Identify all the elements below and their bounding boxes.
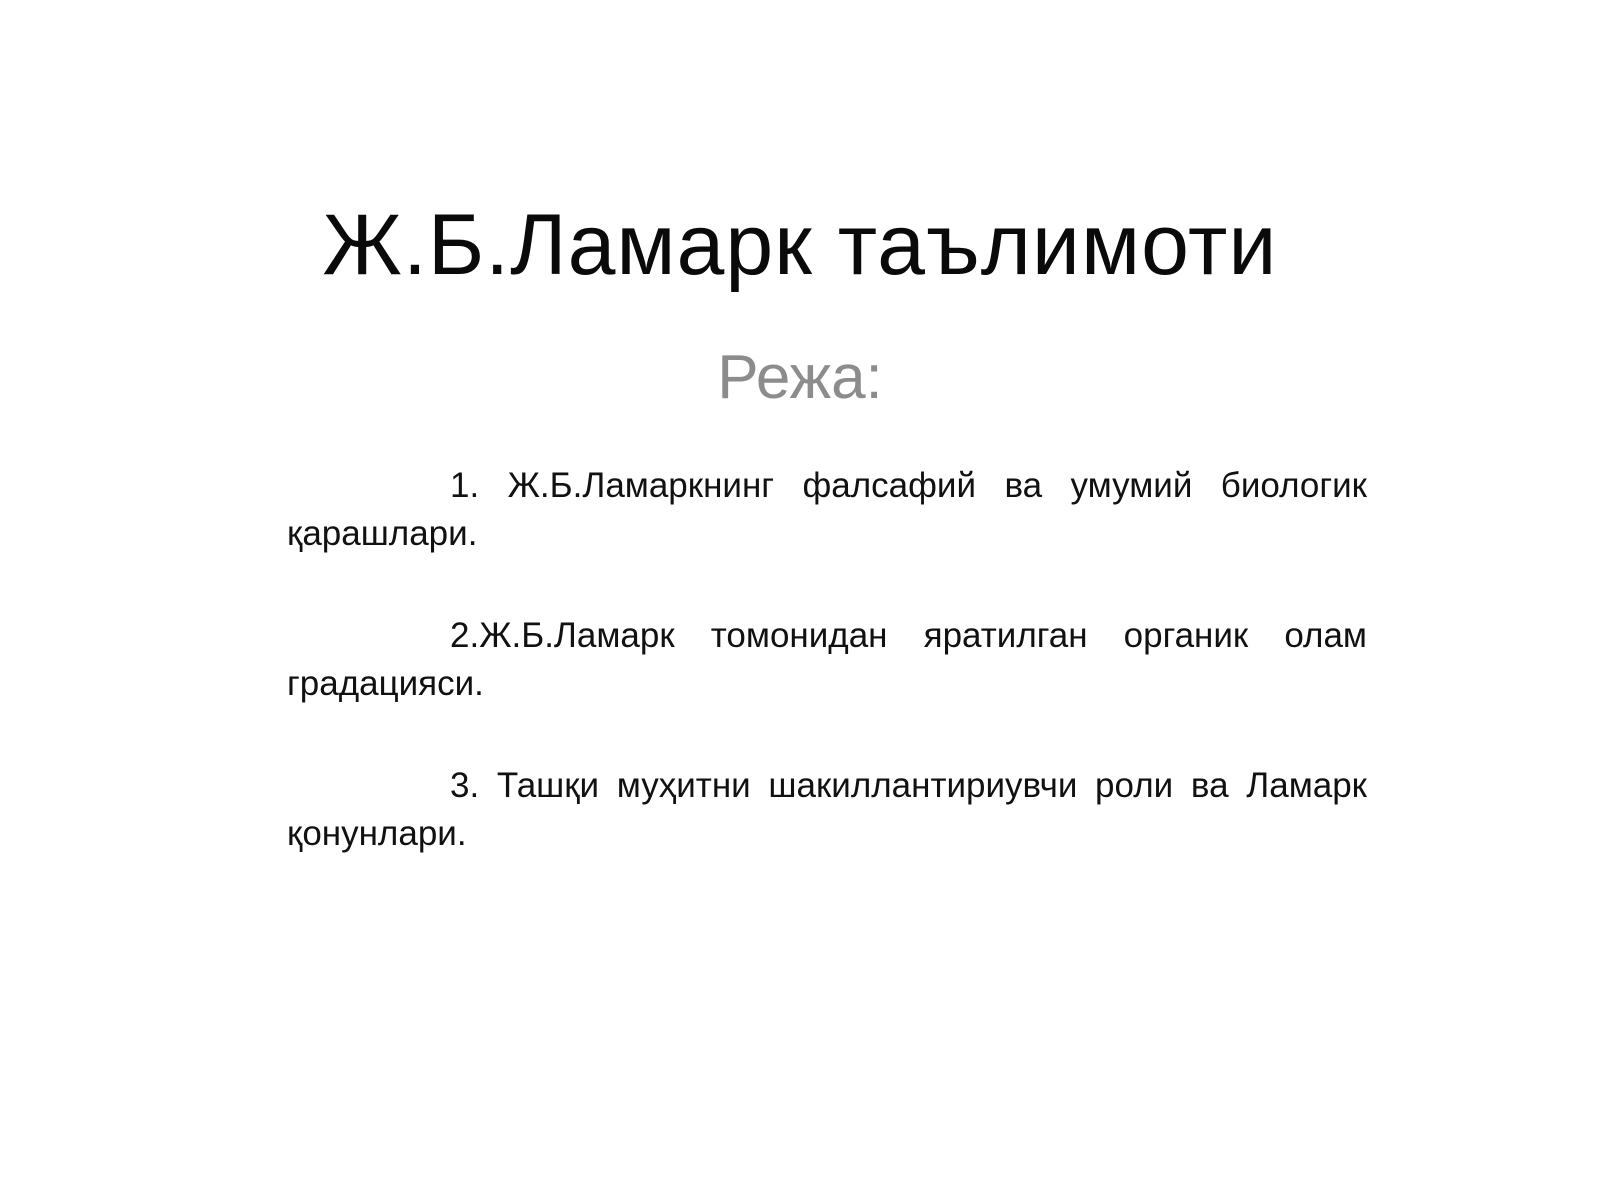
plan-item-1: 1. Ж.Б.Ламаркнинг фалсафий ва умумий биологик қарашлари.	[287, 466, 1367, 553]
slide-subtitle: Режа:	[717, 343, 883, 412]
slide-title: Ж.Б.Ламарк таълимоти	[322, 197, 1278, 293]
plan-item-2: 2.Ж.Б.Ламарк томонидан яратилган органик олам градацияси.	[287, 616, 1367, 703]
plan-item-3: 3. Ташқи муҳитни шакиллантириувчи роли ва Ламарк қонунлари.	[287, 766, 1367, 853]
plan-list	[287, 462, 1367, 912]
